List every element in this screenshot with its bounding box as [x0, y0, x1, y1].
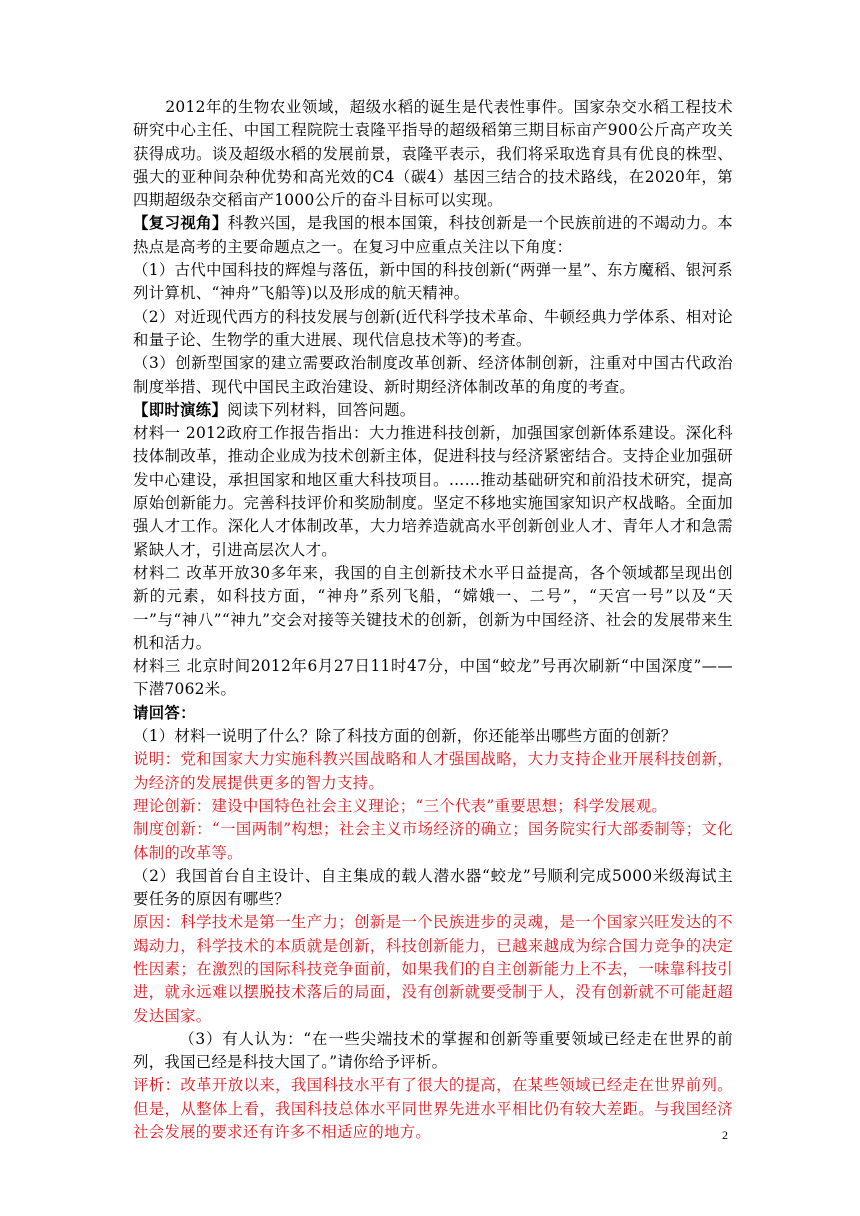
practice-paragraph [133, 399, 733, 422]
answer-1-explanation: 说明：党和国家大力实施科教兴国战略和人才强国战略，大力支持企业开展科技创新，为经济的发展提供更多的智力支持。 [133, 750, 733, 792]
review-perspective-text: 科教兴国，是我国的根本国策，科技创新是一个民族前进的不竭动力。本热点是高考的主要命题点之一。在复习中应重点关注以下角度： [133, 214, 733, 256]
answer-2: 原因：科学技术是第一生产力；创新是一个民族进步的灵魂，是一个国家兴旺发达的不竭动力，科学技术的本质就是创新，科技创新能力，已越来越成为综合国力竞争的决定性因素；在激烈的国际科技竞争面前，如果我们的自主创新能力上不去，一味靠科技引进，就永远难以摆脱技术落后的局面，没有创新就要受制于人，没有创新就不可能赶超发达国家。 [133, 913, 733, 1025]
question-2: （2）我国首台自主设计、自主集成的载人潜水器“蛟龙”号顺利完成5000米级海试主要任务的原因有哪些？ [133, 866, 733, 909]
angle-1: （1）古代中国科技的辉煌与落伍，新中国的科技创新(“两弹一星”、东方魔稻、银河系列计算机、“神舟”飞船等)以及形成的航天精神。 [133, 261, 733, 303]
practice-label: 【即时演练】 [133, 400, 228, 419]
question-3: （3）有人认为：“在一些尖端技术的掌握和创新等重要领域已经走在世界的前列，我国已经是科技大国了。”请你给予评析。 [133, 1029, 733, 1072]
angle-2: （2）对近现代西方的科技发展与创新(近代科学技术革命、牛顿经典力学体系、相对论和量子论、生物学的重大进展、现代信息技术等)的考查。 [133, 307, 733, 349]
answer-heading [133, 702, 733, 725]
answer-3: 评析：改革开放以来，我国科技水平有了很大的提高，在某些领域已经走在世界前列。但是，从整体上看，我国科技总体水平同世界先进水平相比仍有较大差距。与我国经济社会发展的要求还有许多不相适应的地方。 [133, 1076, 733, 1142]
answer-1-theory: 理论创新：建设中国特色社会主义理论；“三个代表”重要思想；科学发展观。 [133, 796, 668, 815]
angle-3: （3）创新型国家的建立需要政治制度改革创新、经济体制创新，注重对中国古代政治制度举措、现代中国民主政治建设、新时期经济体制改革的角度的考查。 [133, 354, 733, 396]
material-3: 材料三 北京时间2012年6月27日11时47分，中国“蛟龙”号再次刷新“中国深度”——下潜7062米。 [133, 657, 733, 699]
question-1: （1）材料一说明了什么？除了科技方面的创新，你还能举出哪些方面的创新？ [133, 727, 677, 746]
page-number: 2 [722, 1128, 728, 1142]
answer-heading-label: 请回答： [133, 703, 196, 722]
intro-paragraph: 2012年的生物农业领域，超级水稻的诞生是代表性事件。国家杂交水稻工程技术研究中心主任、中国工程院院士袁隆平指导的超级稻第三期目标亩产900公斤高产攻关获得成功。谈及超级水稻的发展前景，袁隆平表示，我们将采取选育具有优良的株型、强大的亚种间杂种优势和高光效的C4（碳4）基因三结合的技术路线，在2020年，第四期超级杂交稻亩产1000公斤的奋斗目标可以实现。 [133, 98, 733, 210]
review-perspective-paragraph [133, 212, 733, 259]
practice-text: 阅读下列材料，回答问题。 [227, 400, 416, 419]
review-perspective-label: 【复习视角】 [133, 214, 228, 233]
material-2: 材料二 改革开放30多年来，我国的自主创新技术水平日益提高，各个领域都呈现出创新的元素，如科技方面，“神舟”系列飞船，“嫦娥一、二号”，“天宫一号”以及“天一”与“神八”“神九”交会对接等关键技术的创新，创新为中国经济、社会的发展带来生机和活力。 [133, 563, 733, 652]
answer-1-system: 制度创新：“一国两制”构想；社会主义市场经济的确立；国务院实行大部委制等；文化体制的改革等。 [133, 820, 733, 862]
document-body [133, 96, 733, 1144]
material-1: 材料一 2012政府工作报告指出：大力推进科技创新，加强国家创新体系建设。深化科技体制改革，推动企业成为技术创新主体，促进科技与经济紧密结合。支持企业加强研发中心建设，承担国家和地区重大科技项目。……推动基础研究和前沿技术研究，提高原始创新能力。完善科技评价和奖励制度。坚定不移地实施国家知识产权战略。全面加强人才工作。深化人才体制改革，大力培养造就高水平创新创业人才、青年人才和急需紧缺人才，引进高层次人才。 [133, 424, 733, 559]
